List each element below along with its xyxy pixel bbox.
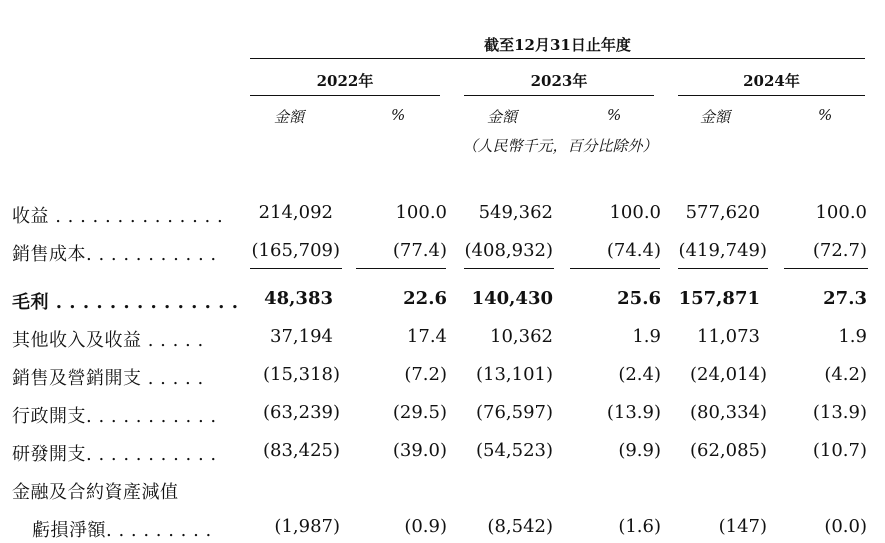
cell: 100.0 xyxy=(815,202,867,223)
cell: (1,987) xyxy=(274,516,340,537)
cell: (13.9) xyxy=(606,402,661,423)
cell: (62,085) xyxy=(689,440,767,461)
year-2022-rule xyxy=(250,95,440,96)
row-label-admin-expenses: 行政開支. . . . . . . . . . . xyxy=(12,406,217,427)
subtotal-rule xyxy=(678,268,768,269)
year-2023-rule xyxy=(464,95,654,96)
subtotal-rule xyxy=(250,268,342,269)
amount-label-2024: 金額 xyxy=(700,108,731,126)
row-label-gross-profit: 毛利 . . . . . . . . . . . . . . xyxy=(12,292,239,313)
unit-note: （人民幣千元，百分比除外） xyxy=(462,137,658,155)
cell: 27.3 xyxy=(823,288,867,309)
amount-label-2022: 金額 xyxy=(274,108,305,126)
pct-label-2024: % xyxy=(818,106,833,124)
period-title: 截至12月31日止年度 xyxy=(484,36,631,54)
cell: (63,239) xyxy=(262,402,340,423)
cell: 37,194 xyxy=(270,326,333,347)
cell: 100.0 xyxy=(609,202,661,223)
cell: 48,383 xyxy=(264,288,333,309)
cell: 1.9 xyxy=(838,326,867,347)
cell: 140,430 xyxy=(471,288,553,309)
cell: (13,101) xyxy=(475,364,553,385)
cell: (147) xyxy=(718,516,767,537)
cell: (83,425) xyxy=(262,440,340,461)
row-label-impairment-line1: 金融及合約資產減值 xyxy=(12,482,179,503)
cell: (7.2) xyxy=(404,364,447,385)
year-2024-rule xyxy=(678,95,865,96)
row-label-rd-expenses: 研發開支. . . . . . . . . . . xyxy=(12,444,217,465)
cell: (1.6) xyxy=(618,516,661,537)
cell: (0.0) xyxy=(824,516,867,537)
cell: (2.4) xyxy=(618,364,661,385)
header-rule xyxy=(250,58,865,59)
cell: (76,597) xyxy=(475,402,553,423)
cell: 1.9 xyxy=(632,326,661,347)
cell: (74.4) xyxy=(606,240,661,261)
cell: 22.6 xyxy=(403,288,447,309)
year-2022-label: 2022年 xyxy=(316,72,374,90)
cell: 549,362 xyxy=(478,202,553,223)
year-2024-label: 2024年 xyxy=(743,72,800,90)
cell: (408,932) xyxy=(464,240,553,261)
cell: 577,620 xyxy=(685,202,760,223)
cell: (80,334) xyxy=(689,402,767,423)
cell: 10,362 xyxy=(490,326,553,347)
pct-label-2023: % xyxy=(607,106,622,124)
cell: (77.4) xyxy=(392,240,447,261)
cell: 11,073 xyxy=(697,326,760,347)
cell: (29.5) xyxy=(392,402,447,423)
cell: (39.0) xyxy=(392,440,447,461)
row-label-selling-expenses: 銷售及營銷開支 . . . . . xyxy=(12,368,204,389)
cell: (72.7) xyxy=(812,240,867,261)
cell: (15,318) xyxy=(262,364,340,385)
year-2023-label: 2023年 xyxy=(530,72,588,90)
cell: (8,542) xyxy=(487,516,553,537)
cell: (4.2) xyxy=(824,364,867,385)
cell: 100.0 xyxy=(395,202,447,223)
cell: (13.9) xyxy=(812,402,867,423)
cell: 25.6 xyxy=(617,288,661,309)
cell: 157,871 xyxy=(678,288,760,309)
cell: (54,523) xyxy=(475,440,553,461)
row-label-other-income: 其他收入及收益 . . . . . xyxy=(12,330,204,351)
subtotal-rule xyxy=(356,268,446,269)
subtotal-rule xyxy=(464,268,554,269)
row-label-cost-of-sales: 銷售成本. . . . . . . . . . . xyxy=(12,244,217,265)
pct-label-2022: % xyxy=(391,106,406,124)
subtotal-rule xyxy=(570,268,660,269)
row-label-revenue: 收益 . . . . . . . . . . . . . . xyxy=(12,206,224,227)
cell: (9.9) xyxy=(618,440,661,461)
cell: 214,092 xyxy=(258,202,333,223)
cell: (165,709) xyxy=(251,240,340,261)
cell: (419,749) xyxy=(678,240,767,261)
row-label-impairment-line2: 虧損淨額. . . . . . . . . xyxy=(32,520,212,541)
subtotal-rule xyxy=(784,268,868,269)
cell: (0.9) xyxy=(404,516,447,537)
cell: (24,014) xyxy=(689,364,767,385)
cell: 17.4 xyxy=(406,326,447,347)
amount-label-2023: 金額 xyxy=(487,108,518,126)
cell: (10.7) xyxy=(812,440,867,461)
